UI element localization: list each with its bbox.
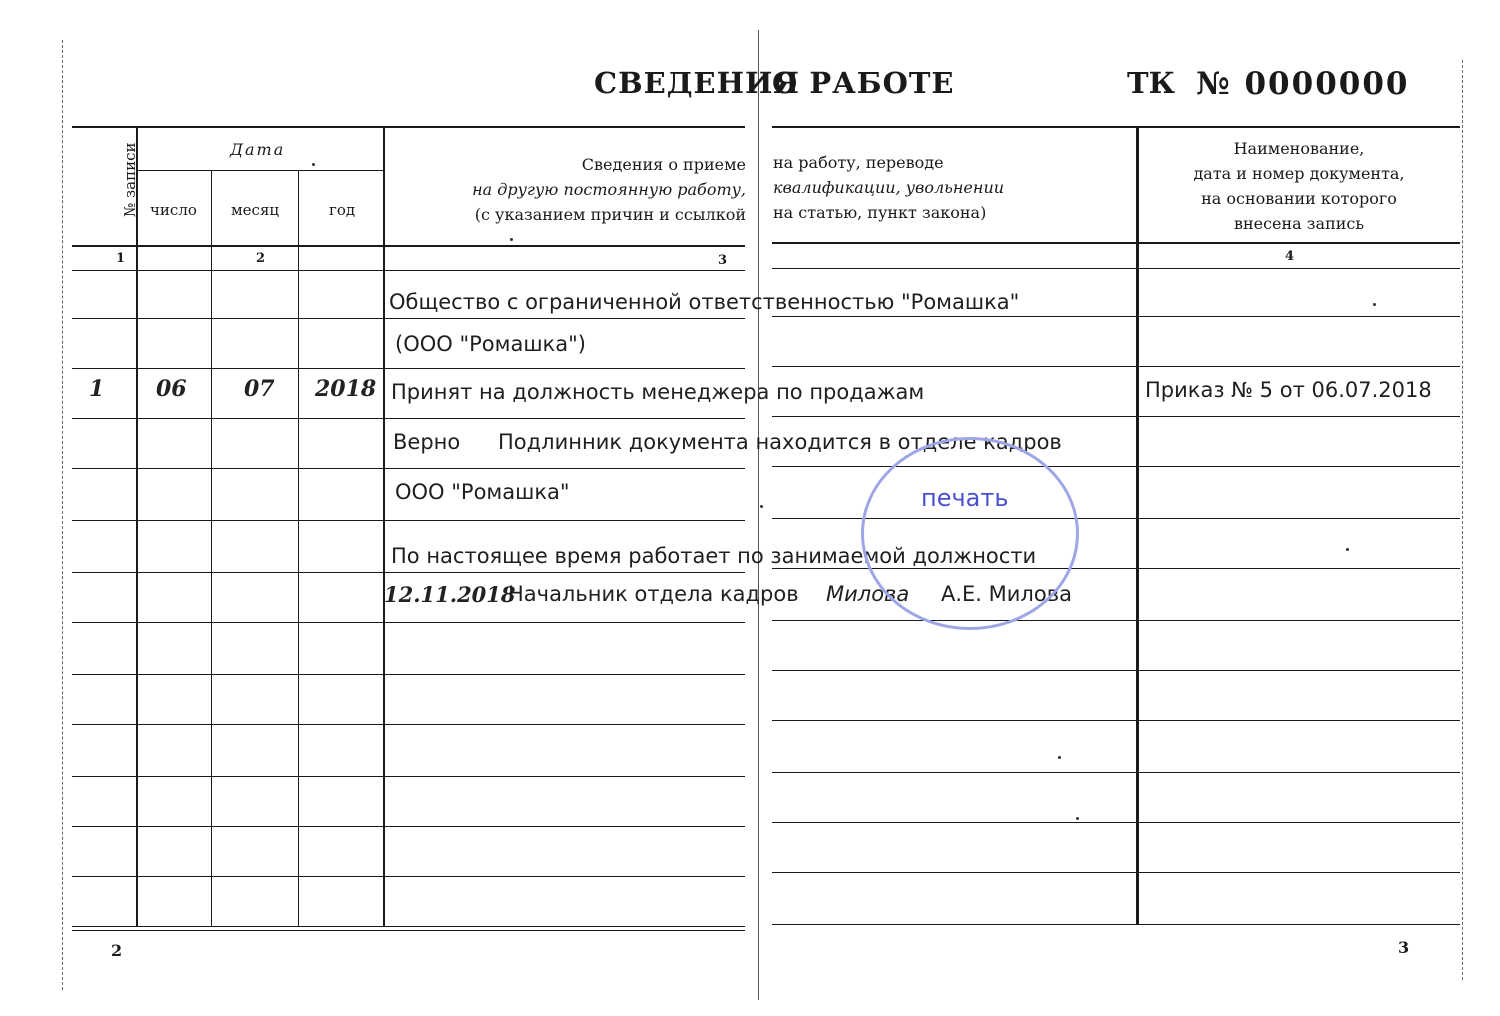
col-header-info-right-3: на статью, пункт закона) [773, 203, 987, 222]
colnum-bottom-line-left [72, 270, 745, 271]
footer-line-left [72, 930, 745, 931]
row-line [72, 520, 745, 521]
table-top-line-right [772, 126, 1460, 128]
scan-speck [1058, 756, 1061, 759]
colnum-3: 3 [718, 253, 728, 268]
col-line-document [1136, 126, 1139, 924]
entry-sign-position: Начальник отдела кадров [508, 582, 799, 606]
row-line [72, 724, 745, 725]
entry-currently: По настоящее время работает по занимаемой должности [391, 544, 1037, 568]
row-line [72, 318, 745, 319]
entry-sign-date: 12.11.2018 [384, 582, 516, 607]
book-fold [758, 30, 759, 1000]
row-line [72, 418, 745, 419]
row-line [72, 926, 745, 927]
record-1-document: Приказ № 5 от 06.07.2018 [1145, 378, 1432, 402]
entry-company-full: Общество с ограниченной ответственностью "Ромашка" [389, 290, 1020, 314]
row-line [772, 924, 1460, 925]
row-line [72, 368, 745, 369]
col-header-info-left-1: Сведения о приеме [581, 155, 746, 174]
col-header-info-right-2: квалификации, увольнении [773, 178, 1005, 197]
scan-speck [760, 505, 763, 508]
row-line [72, 622, 745, 623]
left-page-edge [62, 40, 63, 990]
col-line-month [298, 170, 299, 926]
scan-speck [312, 163, 315, 166]
row-line [772, 670, 1460, 671]
page-number-left: 2 [111, 941, 123, 960]
col-header-doc-3: на основании которого [1201, 189, 1397, 208]
book-number: № 0000000 [1196, 66, 1410, 102]
entry-original-note: Подлинник документа находится в отделе кадров [498, 430, 1062, 454]
row-line [772, 720, 1460, 721]
row-line [72, 826, 745, 827]
header-bottom-line-right [772, 242, 1460, 244]
col-header-day: число [150, 201, 197, 219]
col-header-date: Дата [230, 140, 286, 159]
record-1-day: 06 [156, 376, 187, 402]
row-line [772, 772, 1460, 773]
scan-speck [1076, 817, 1079, 820]
title-right: О РАБОТЕ [772, 66, 955, 100]
row-line [772, 620, 1460, 621]
stamp-label: печать [921, 484, 1009, 512]
book-series: ТК [1127, 66, 1175, 100]
col-header-year: год [329, 201, 356, 219]
entry-sign-name: А.Е. Милова [941, 582, 1072, 606]
col-header-record-no: № записи [121, 142, 139, 217]
table-top-line-left [72, 126, 745, 128]
row-line [772, 316, 1460, 317]
record-1-year: 2018 [315, 376, 377, 402]
col-header-info-right-1: на работу, переводе [773, 153, 944, 172]
row-line [772, 416, 1460, 417]
scan-speck [1373, 303, 1376, 306]
row-line [72, 674, 745, 675]
colnum-4: 4 [1285, 249, 1295, 264]
row-line [72, 876, 745, 877]
col-line-year [383, 126, 385, 926]
row-line [72, 572, 745, 573]
title-left: СВЕДЕНИЯ [594, 66, 800, 100]
colnum-bottom-line-right [772, 268, 1460, 269]
col-header-month: месяц [231, 201, 280, 219]
stamp-circle [861, 437, 1079, 630]
col-line-record [136, 126, 138, 926]
row-line [772, 822, 1460, 823]
col-header-doc-4: внесена запись [1233, 214, 1365, 233]
row-line [72, 468, 745, 469]
col-line-day [211, 170, 212, 926]
colnum-1: 1 [116, 251, 126, 266]
col-header-doc-2: дата и номер документа, [1193, 164, 1405, 183]
col-header-info-left-3: (с указанием причин и ссылкой [474, 205, 746, 224]
col-header-info-left-2: на другую постоянную работу, [472, 180, 746, 199]
row-line [772, 872, 1460, 873]
col-header-doc-1: Наименование, [1233, 139, 1365, 158]
record-1-number: 1 [89, 376, 105, 402]
scan-speck [1346, 548, 1349, 551]
colnum-2: 2 [256, 251, 266, 266]
entry-certified: Верно [393, 430, 461, 454]
entry-company-short: (ООО "Ромашка") [395, 332, 586, 356]
header-bottom-line-left [72, 245, 745, 247]
date-subheader-line [138, 170, 385, 171]
entry-signature: Милова [826, 582, 910, 606]
record-1-text: Принят на должность менеджера по продажам [391, 380, 925, 404]
record-1-month: 07 [244, 376, 275, 402]
row-line [772, 466, 1460, 467]
entry-company-sign: ООО "Ромашка" [395, 480, 570, 504]
scan-speck [510, 238, 513, 241]
right-page-edge [1462, 60, 1463, 980]
row-line [772, 366, 1460, 367]
page-number-right: 3 [1398, 938, 1410, 957]
row-line [72, 776, 745, 777]
